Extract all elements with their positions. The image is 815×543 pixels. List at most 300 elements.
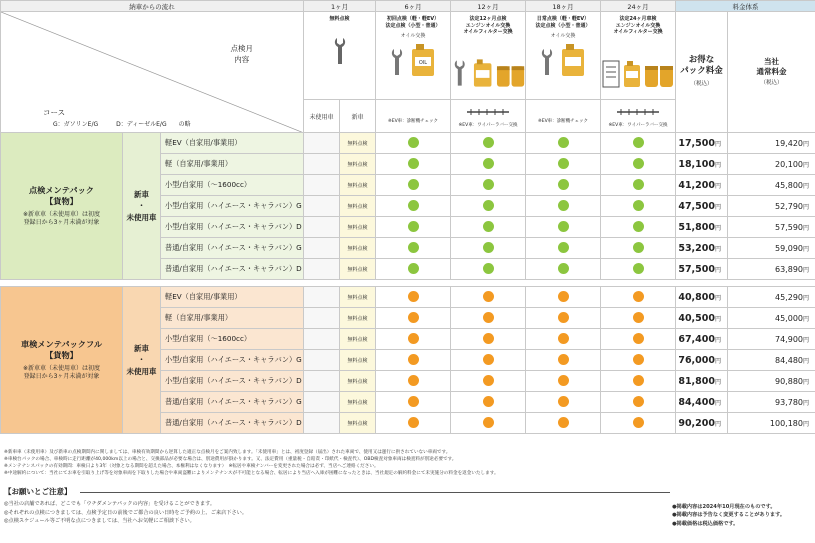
vehicle-class-label: 小型/自家用（ハイエース・キャラバン）G	[161, 196, 304, 217]
divider	[80, 492, 670, 493]
disclaimer-item: ●掲載内容は予告なく変更することがあります。	[672, 512, 786, 519]
pack-price-value: 17,500	[678, 137, 715, 149]
check-cell	[451, 238, 526, 259]
regular-price	[728, 308, 815, 329]
unused-car-cell	[304, 133, 340, 154]
course-legend: G：ガソリンE/G D：ディーゼルE/G の略	[53, 121, 191, 128]
check-dot	[483, 354, 494, 365]
pack-price-value: 47,500	[678, 200, 715, 212]
check-cell	[376, 371, 451, 392]
vehicle-class-label: 小型/自家用（〜1600cc）	[161, 329, 304, 350]
oil-filter-icon	[496, 62, 525, 88]
pack-price	[676, 238, 728, 259]
disclaimer-item: ●掲載内容は2024年10月現在のものです。	[672, 504, 776, 510]
pack-price-header	[676, 12, 728, 133]
free-check-cell	[340, 308, 376, 329]
free-check-text: 無料点検	[347, 162, 368, 168]
check-cell	[601, 175, 676, 196]
yen-unit: 円	[803, 399, 810, 407]
diag-label-month: 点検月	[230, 44, 253, 53]
check-dot	[483, 312, 494, 323]
regular-price-value: 45,290	[775, 292, 803, 302]
pack-price-label: お得な パック料金	[680, 54, 723, 77]
regular-price-value: 84,480	[775, 355, 803, 365]
check-dot	[558, 179, 569, 190]
check-cell	[451, 350, 526, 371]
check-dot	[633, 396, 644, 407]
check-dot	[558, 312, 569, 323]
vehicle-class-label: 小型/自家用（ハイエース・キャラバン）G	[161, 350, 304, 371]
check-cell	[526, 392, 601, 413]
check-cell	[526, 350, 601, 371]
new-unused-label: 新車 ・ 未使用車	[123, 287, 161, 434]
yen-unit: 円	[715, 140, 722, 148]
pack-price-value: 53,200	[678, 242, 715, 254]
footnote: ※メンテナンスパックの有効期間：車検日より3年（対象となる期間を超えた場合、本権利はなくなります） ※転居や車検ナンバーを変更された場合は必ず、当店へご連絡ください。	[4, 463, 379, 469]
footnote: ※車検台パックの場合、車検時に走行距離が40,000km以上の場合と、交換部品が必要な場合は、別途費用が掛かります。又、法定費用（重量税・自賠責・印紙代・検査代）、OBD検査対象車両は検査料が別途必要です。	[4, 456, 457, 462]
section-title-cell	[1, 287, 123, 434]
regular-price-value: 74,900	[775, 334, 803, 344]
fee-system-header: 料金体系	[676, 1, 815, 12]
free-check-cell	[340, 238, 376, 259]
yen-unit: 円	[715, 266, 722, 274]
check-cell	[451, 392, 526, 413]
regular-price-label: 当社 通常料金	[756, 56, 787, 76]
month6-oil-label: オイル交換	[400, 33, 426, 39]
check-dot	[633, 263, 644, 274]
yen-unit: 円	[803, 266, 810, 274]
check-cell	[376, 392, 451, 413]
vehicle-class-label: 軽EV（自家用/事業用）	[161, 287, 304, 308]
check-dot	[483, 242, 494, 253]
month6-ev-note: ※EV車：診断機チェック	[387, 119, 439, 124]
pack-price-value: 41,200	[678, 179, 715, 191]
pack-price-value: 76,000	[678, 354, 715, 366]
regular-price-value: 57,590	[775, 222, 803, 232]
vehicle-class-label: 普通/自家用（ハイエース・キャラバン）D	[161, 413, 304, 434]
month6-content	[376, 12, 451, 100]
check-cell	[526, 238, 601, 259]
free-check-text: 無料点検	[347, 246, 368, 252]
vehicle-class-label: 軽（自家用/事業用）	[161, 154, 304, 175]
check-cell	[526, 259, 601, 280]
month12-ev-note: ※EV車：ワイパーラバー交換	[458, 123, 518, 128]
check-dot	[558, 137, 569, 148]
check-cell	[451, 308, 526, 329]
wrench-icon	[388, 47, 408, 77]
check-cell	[526, 287, 601, 308]
oil-filter-icon	[644, 62, 674, 88]
unused-car-cell	[304, 413, 340, 434]
yen-unit: 円	[715, 224, 722, 232]
regular-price-value: 100,180	[769, 418, 803, 428]
free-check-text: 無料点検	[347, 295, 368, 301]
regular-price	[728, 287, 815, 308]
free-check-cell	[340, 196, 376, 217]
check-cell	[376, 287, 451, 308]
check-dot	[408, 375, 419, 386]
check-cell	[376, 217, 451, 238]
pack-price-value: 84,400	[678, 396, 715, 408]
inspection-document-icon	[602, 60, 620, 88]
check-cell	[451, 154, 526, 175]
unused-car-cell	[304, 350, 340, 371]
regular-price	[728, 217, 815, 238]
request-list	[4, 500, 247, 526]
month-header-1: 1ヶ月	[304, 1, 376, 12]
month-header-24: 24ヶ月	[601, 1, 676, 12]
check-cell	[601, 413, 676, 434]
vehicle-class-label: 小型/自家用（ハイエース・キャラバン）D	[161, 371, 304, 392]
check-dot	[408, 312, 419, 323]
unused-car-cell	[304, 308, 340, 329]
check-cell	[601, 392, 676, 413]
pack-price	[676, 154, 728, 175]
check-cell	[601, 287, 676, 308]
check-dot	[408, 333, 419, 344]
regular-price-value: 52,790	[775, 201, 803, 211]
request-title: 【お願いとご注意】	[4, 487, 72, 496]
month-header-6: 6ヶ月	[376, 1, 451, 12]
pack-price-value: 18,100	[678, 158, 715, 170]
pack-price	[676, 308, 728, 329]
unused-car-cell	[304, 371, 340, 392]
regular-price	[728, 154, 815, 175]
check-dot	[483, 396, 494, 407]
footnote: ※新車車（未使用車）及び新車の点検期間内に関しましては、車検有効期間から逆算した適正な点検月をご案内致します。「未使用車」とは、初度登録（届出）された車両で、使用又は運行に供されていない車両です。	[4, 450, 451, 455]
check-dot	[633, 333, 644, 344]
check-cell	[601, 133, 676, 154]
check-cell	[451, 133, 526, 154]
month6-ev-cell	[376, 100, 451, 133]
check-dot	[633, 179, 644, 190]
diag-label-content: 内容	[234, 54, 250, 64]
pack-price-value: 57,500	[678, 263, 715, 275]
free-check-text: 無料点検	[347, 316, 368, 322]
check-cell	[376, 413, 451, 434]
check-cell	[376, 350, 451, 371]
check-dot	[558, 242, 569, 253]
flow-header: 納車からの流れ	[1, 1, 304, 12]
month24-ev-note: ※EV車：ワイパーラバー交換	[608, 123, 668, 128]
free-check-text: 無料点検	[347, 267, 368, 273]
regular-price	[728, 133, 815, 154]
check-dot	[483, 417, 494, 428]
unused-car-cell	[304, 287, 340, 308]
svg-text:OIL: OIL	[418, 60, 428, 66]
regular-price-value: 59,090	[775, 243, 803, 253]
check-cell	[526, 196, 601, 217]
month18-title: 日常点検（軽・軽EV） 法定点検（小型・普通）	[535, 16, 591, 29]
check-dot	[633, 291, 644, 302]
vehicle-class-label: 軽（自家用/事業用）	[161, 308, 304, 329]
pack-price-value: 40,500	[678, 312, 715, 324]
section-note: ※新車車（未使用車）は初度 登録日から3ヶ月未満が対象	[22, 364, 101, 381]
check-cell	[601, 371, 676, 392]
month6-title: 初回点検（軽・軽EV） 法定点検（小型・普通）	[385, 16, 441, 29]
check-cell	[526, 329, 601, 350]
check-cell	[451, 196, 526, 217]
month24-title: 法定24ヶ月車検 エンジンオイル交換 オイルフィルター交換	[613, 16, 663, 35]
check-cell	[451, 413, 526, 434]
yen-unit: 円	[715, 336, 722, 344]
check-dot	[633, 137, 644, 148]
yen-unit: 円	[715, 315, 722, 323]
diagonal-header-cell	[1, 12, 304, 133]
check-cell	[601, 196, 676, 217]
regular-price-value: 20,100	[775, 159, 803, 169]
check-cell	[601, 329, 676, 350]
check-cell	[376, 259, 451, 280]
check-dot	[408, 158, 419, 169]
check-dot	[408, 179, 419, 190]
check-dot	[558, 200, 569, 211]
check-cell	[376, 329, 451, 350]
new-car-header: 新車	[340, 100, 376, 133]
yen-unit: 円	[715, 245, 722, 253]
month12-ev-cell	[451, 100, 526, 133]
pack-price-value: 67,400	[678, 333, 715, 345]
check-dot	[483, 158, 494, 169]
free-check-cell	[340, 287, 376, 308]
check-dot	[483, 291, 494, 302]
free-check-title: 無料点検	[329, 16, 350, 22]
new-unused-label: 新車 ・ 未使用車	[123, 133, 161, 280]
shaken-pack-section	[1, 287, 815, 434]
check-cell	[526, 175, 601, 196]
check-cell	[601, 238, 676, 259]
check-dot	[408, 200, 419, 211]
check-dot	[408, 354, 419, 365]
check-cell	[451, 371, 526, 392]
oil-can-icon	[472, 58, 493, 88]
month18-ev-cell	[526, 100, 601, 133]
disclaimer-list	[672, 503, 785, 528]
wiper-icon	[465, 108, 511, 116]
unused-car-cell	[304, 154, 340, 175]
pack-price-value: 90,200	[678, 417, 715, 429]
unused-car-cell	[304, 175, 340, 196]
check-cell	[451, 217, 526, 238]
vehicle-class-label: 普通/自家用（ハイエース・キャラバン）D	[161, 259, 304, 280]
request-item: ◎それぞれの点検につきましては、点検予定日の前後でご都合の良い日時をご予約の上、ご来店下さい。	[4, 509, 248, 516]
check-cell	[451, 175, 526, 196]
free-check-cell	[340, 371, 376, 392]
regular-price	[728, 259, 815, 280]
regular-price-value: 90,880	[775, 376, 803, 386]
yen-unit: 円	[715, 399, 722, 407]
free-check-cell	[340, 154, 376, 175]
check-cell	[526, 133, 601, 154]
unused-car-cell	[304, 329, 340, 350]
regular-price	[728, 371, 815, 392]
yen-unit: 円	[803, 336, 810, 344]
section-title-cell	[1, 133, 123, 280]
check-dot	[408, 221, 419, 232]
check-dot	[558, 354, 569, 365]
free-check-cell	[340, 259, 376, 280]
unused-car-cell	[304, 392, 340, 413]
free-check-text: 無料点検	[347, 421, 368, 427]
check-dot	[633, 312, 644, 323]
regular-price-value: 45,800	[775, 180, 803, 190]
yen-unit: 円	[803, 203, 810, 211]
check-cell	[601, 350, 676, 371]
free-check-text: 無料点検	[347, 225, 368, 231]
month1-content	[304, 12, 376, 100]
check-dot	[408, 396, 419, 407]
regular-price-value: 93,780	[775, 397, 803, 407]
regular-price-value: 45,000	[775, 313, 803, 323]
regular-tax-label: （税込）	[760, 79, 783, 86]
oil-can-icon	[560, 43, 588, 77]
month-header-18: 18ヶ月	[526, 1, 601, 12]
check-dot	[558, 291, 569, 302]
check-cell	[376, 133, 451, 154]
table-row	[1, 133, 815, 154]
check-dot	[408, 417, 419, 428]
free-check-cell	[340, 329, 376, 350]
yen-unit: 円	[715, 357, 722, 365]
check-dot	[558, 158, 569, 169]
check-cell	[451, 329, 526, 350]
regular-price	[728, 413, 815, 434]
check-dot	[558, 417, 569, 428]
pack-price	[676, 413, 728, 434]
pack-price	[676, 259, 728, 280]
check-cell	[376, 308, 451, 329]
pack-price	[676, 329, 728, 350]
free-check-text: 無料点検	[347, 400, 368, 406]
pack-price	[676, 350, 728, 371]
regular-price	[728, 329, 815, 350]
footnotes	[4, 450, 810, 478]
pack-price	[676, 392, 728, 413]
check-dot	[483, 221, 494, 232]
check-dot	[483, 200, 494, 211]
pack-tax-label: （税込）	[690, 80, 713, 87]
check-dot	[633, 158, 644, 169]
check-dot	[483, 263, 494, 274]
check-dot	[408, 242, 419, 253]
yen-unit: 円	[803, 140, 810, 148]
check-dot	[633, 417, 644, 428]
month12-content	[451, 12, 526, 100]
month18-ev-note: ※EV車：診断機チェック	[537, 119, 589, 124]
unused-car-cell	[304, 259, 340, 280]
pack-price	[676, 371, 728, 392]
free-check-cell	[340, 217, 376, 238]
vehicle-class-label: 小型/自家用（ハイエース・キャラバン）D	[161, 217, 304, 238]
free-check-text: 無料点検	[347, 183, 368, 189]
check-dot	[633, 200, 644, 211]
month18-oil-label: オイル交換	[550, 33, 576, 39]
free-check-text: 無料点検	[347, 204, 368, 210]
check-cell	[526, 413, 601, 434]
regular-price	[728, 196, 815, 217]
section-title: 車検メンテパックフル 【貨物】	[20, 338, 103, 360]
check-dot	[558, 263, 569, 274]
month12-title: 法定12ヶ月点検 エンジンオイル交換 オイルフィルター交換	[463, 16, 513, 35]
regular-price	[728, 350, 815, 371]
check-cell	[376, 175, 451, 196]
free-check-text: 無料点検	[347, 379, 368, 385]
check-dot	[558, 333, 569, 344]
unused-car-cell	[304, 238, 340, 259]
yen-unit: 円	[803, 294, 810, 302]
yen-unit: 円	[803, 224, 810, 232]
regular-price-value: 63,890	[775, 264, 803, 274]
yen-unit: 円	[715, 294, 722, 302]
wiper-icon	[615, 108, 661, 116]
yen-unit: 円	[803, 245, 810, 253]
check-dot	[633, 242, 644, 253]
pack-price-value: 40,800	[678, 291, 715, 303]
wrench-icon	[538, 47, 558, 77]
oil-can-icon	[410, 43, 438, 77]
month24-content	[601, 12, 676, 100]
month-header-12: 12ヶ月	[451, 1, 526, 12]
course-label: コース	[43, 108, 66, 117]
check-dot	[558, 221, 569, 232]
regular-price	[728, 392, 815, 413]
check-cell	[601, 259, 676, 280]
pack-price	[676, 133, 728, 154]
yen-unit: 円	[803, 182, 810, 190]
wrench-icon	[333, 37, 347, 65]
check-dot	[483, 333, 494, 344]
table-row	[1, 287, 815, 308]
check-cell	[601, 154, 676, 175]
free-check-cell	[340, 133, 376, 154]
yen-unit: 円	[715, 182, 722, 190]
yen-unit: 円	[715, 203, 722, 211]
check-cell	[376, 196, 451, 217]
check-dot	[408, 137, 419, 148]
check-dot	[408, 291, 419, 302]
pack-price-value: 51,800	[678, 221, 715, 233]
yen-unit: 円	[715, 378, 722, 386]
oil-can-icon	[622, 60, 642, 88]
yen-unit: 円	[803, 357, 810, 365]
check-dot	[408, 263, 419, 274]
free-check-cell	[340, 392, 376, 413]
footnote: ※中途解約について：当社にてお車を引取り上げ等を対象車両を下取りした場合や車両盗難によりメンテナンスが不可能となる場合、転居により当店へ入庫が困難になったときは、当社規定の解約料金にて未実施分の料金を返金いたします。	[4, 470, 499, 476]
regular-price-header	[728, 12, 815, 133]
pack-price	[676, 217, 728, 238]
unused-car-cell	[304, 217, 340, 238]
free-check-cell	[340, 413, 376, 434]
vehicle-class-label: 普通/自家用（ハイエース・キャラバン）G	[161, 392, 304, 413]
month18-content	[526, 12, 601, 100]
yen-unit: 円	[803, 161, 810, 169]
check-cell	[451, 287, 526, 308]
vehicle-class-label: 普通/自家用（ハイエース・キャラバン）G	[161, 238, 304, 259]
check-cell	[376, 238, 451, 259]
regular-price	[728, 175, 815, 196]
unused-car-cell	[304, 196, 340, 217]
disclaimer-item: ●掲載価格は税込価格です。	[672, 520, 739, 527]
yen-unit: 円	[803, 378, 810, 386]
wrench-icon	[451, 58, 470, 88]
request-item: ◎当社の店舗であれば、どこでも「ウチダメンテパックの内容」を受けることができます。	[4, 501, 216, 507]
check-dot	[558, 375, 569, 386]
section-note: ※新車車（未使用車）は初度 登録日から3ヶ月未満が対象	[22, 210, 101, 227]
yen-unit: 円	[803, 315, 810, 323]
check-cell	[601, 308, 676, 329]
free-check-text: 無料点検	[347, 337, 368, 343]
free-check-text: 無料点検	[347, 141, 368, 147]
